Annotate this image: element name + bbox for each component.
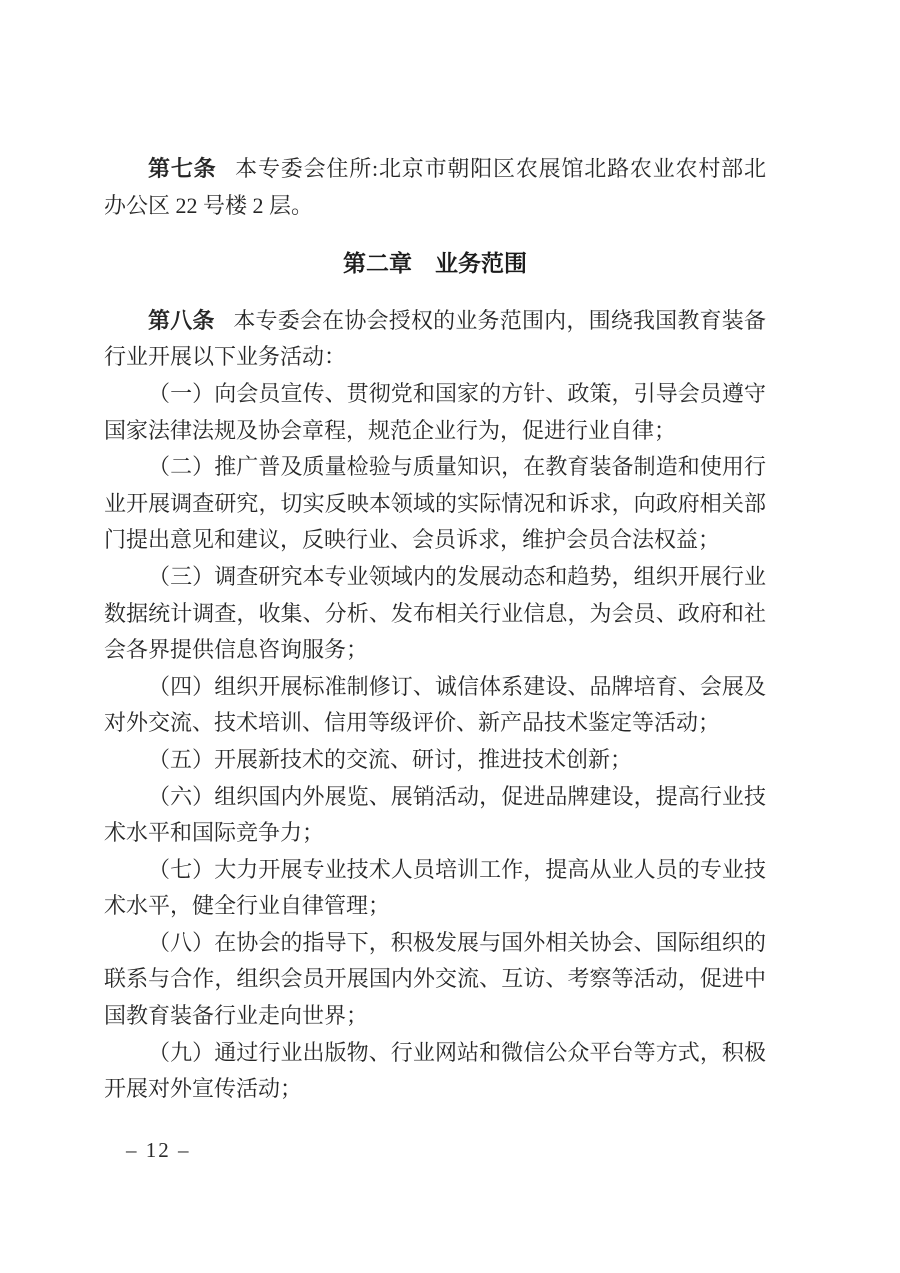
article-7-label: 第七条 — [148, 156, 217, 181]
article-8-text: 本专委会在协会授权的业务范围内，围绕我国教育装备行业开展以下业务活动： — [104, 307, 766, 370]
document-body — [104, 151, 766, 1108]
article-7-text: 本专委会住所:北京市朝阳区农展馆北路农业农村部北办公区 22 号楼 2 层。 — [104, 156, 766, 218]
business-scope-item-6: （六）组织国内外展览、展销活动，促进品牌建设，提高行业技术水平和国际竞争力； — [104, 783, 766, 846]
chapter-heading — [104, 245, 766, 282]
article-8-paragraph — [104, 303, 766, 376]
business-scope-item-4: （四）组织开展标准制修订、诚信体系建设、品牌培育、会展及对外交流、技术培训、信用等级评价、新产品技术鉴定等活动； — [104, 673, 766, 736]
business-scope-item-1: （一）向会员宣传、贯彻党和国家的方针、政策，引导会员遵守国家法律法规及协会章程，规范企业行为，促进行业自律； — [104, 380, 766, 443]
business-scope-item-5: （五）开展新技术的交流、研讨，推进技术创新； — [148, 746, 633, 772]
page-number: – 12 – — [126, 1138, 191, 1162]
business-scope-item-3: （三）调查研究本专业领域内的发展动态和趋势，组织开展行业数据统计调查，收集、分析、发布相关行业信息，为会员、政府和社会各界提供信息咨询服务； — [104, 563, 766, 663]
business-scope-item-8: （八）在协会的指导下，积极发展与国外相关协会、国际组织的联系与合作，组织会员开展国内外交流、互访、考察等活动，促进中国教育装备行业走向世界； — [104, 929, 766, 1029]
chapter-title: 业务范围 — [435, 250, 527, 277]
article-8-label: 第八条 — [148, 307, 215, 333]
article-7-paragraph — [104, 151, 766, 224]
business-scope-item-7: （七）大力开展专业技术人员培训工作，提高从业人员的专业技术水平，健全行业自律管理； — [104, 856, 766, 919]
business-scope-item-2: （二）推广普及质量检验与质量知识，在教育装备制造和使用行业开展调查研究，切实反映本领域的实际情况和诉求，向政府相关部门提出意见和建议，反映行业、会员诉求，维护会员合法权益； — [104, 454, 766, 553]
business-scope-item-9: （九）通过行业出版物、行业网站和微信公众平台等方式，积极开展对外宣传活动； — [104, 1039, 766, 1102]
chapter-number: 第二章 — [343, 250, 412, 277]
